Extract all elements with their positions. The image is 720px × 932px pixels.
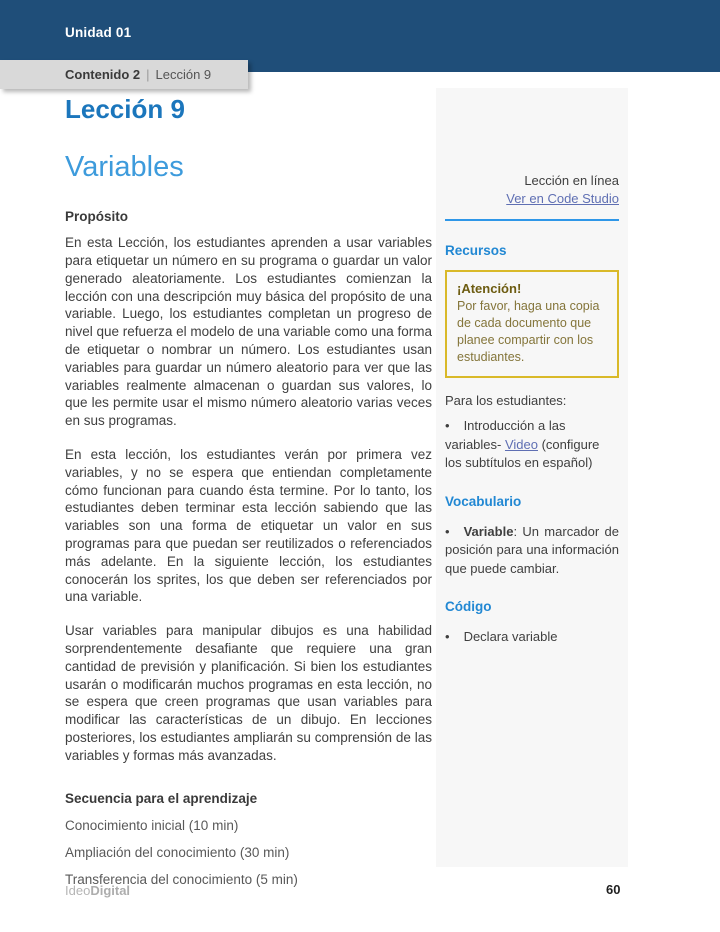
page-number: 60: [606, 882, 621, 897]
purpose-paragraph-2: En esta lección, los estudiantes verán por primera vez variables, y no se espera que entiendan completamente cómo funcionan para cuando ésta termine. Por lo tanto, los estudiantes deben terminar esta lección sabiendo que las variables son una forma de etiquetar un valor en sus programas para que puedan ser reutilizados o referenciados más adelante. En la siguiente lección, los estudiantes conocerán los sprites, los que deben ser referenciados por una variable.: [65, 447, 432, 605]
purpose-heading: Propósito: [65, 209, 128, 225]
breadcrumb-lesson: Lección 9: [155, 67, 212, 82]
main-content: [65, 95, 432, 887]
resources-heading: Recursos: [445, 243, 507, 258]
attention-title: ¡Atención!: [457, 281, 522, 296]
purpose-paragraph-1: En esta Lección, los estudiantes aprenden a usar variables para etiquetar un número en su programa o guardar un valor generado aleatoriamente. Los estudiantes comienzan la lección con una descripción muy básica del propósito de una variable. Luego, los estudiantes completan un progreso de nivel que refuerza el modelo de una variable como una forma de etiquetar o nombrar un número. Los estudiantes usan variables para guardar un número aleatorio para ver que las variables realmente almacenan o guardan sus valores, lo que les permite usar el mismo número aleatorio varias veces en sus programas.: [65, 235, 432, 429]
code-heading: Código: [445, 599, 492, 614]
attention-box: [445, 270, 619, 378]
vocabulary-heading: Vocabulario: [445, 493, 522, 509]
brand-light-part: Ideo: [65, 883, 91, 898]
unit-label: Unidad 01: [65, 25, 132, 40]
breadcrumb-separator: |: [146, 67, 150, 82]
vocab-definition: : Un marcador de posición para una información que puede cambiar.: [445, 523, 619, 576]
sequence-heading: Secuencia para el aprendizaje: [65, 790, 258, 806]
breadcrumb-content: Contenido 2: [65, 67, 141, 82]
students-label: Para los estudiantes:: [445, 393, 567, 408]
sidebar-divider: [445, 219, 619, 221]
sequence-item-initial: Conocimiento inicial (10 min): [65, 817, 239, 833]
bullet-icon: •: [445, 629, 450, 644]
code-studio-link[interactable]: Ver en Code Studio: [506, 191, 619, 206]
student-resource-text-after: (configure los subtítulos en español): [445, 436, 600, 470]
lesson-title: Lección 9: [65, 94, 185, 124]
bullet-icon: •: [445, 523, 450, 539]
student-resource-item: [445, 417, 619, 473]
vocab-term: Variable: [463, 523, 514, 539]
attention-body: Por favor, haga una copia de cada documento que planee compartir con los estudiantes.: [457, 299, 600, 364]
purpose-paragraph-3: Usar variables para manipular dibujos es una habilidad sorprendentemente desafiante que requiere una gran cantidad de previsión y planificación. Si bien los estudiantes usarán o modificarán muchos programas en esta lección, no se espera que creen programas que usan variables para modificar las características de un dibujo. En lecciones posteriores, los estudiantes ampliarán su comprensión de las variables y formas más avanzadas.: [65, 623, 432, 763]
bullet-icon: •: [445, 418, 450, 433]
online-lesson-block: [445, 172, 619, 208]
footer-brand-logo: [65, 883, 130, 898]
video-link[interactable]: Video: [504, 436, 538, 452]
code-block-label: Declara variable: [463, 629, 558, 644]
brand-bold-part: Digital: [90, 883, 131, 898]
sequence-item-transfer: Transferencia del conocimiento (5 min): [65, 871, 298, 887]
student-resource-text: Introducción a las variables-: [445, 418, 566, 452]
lesson-subtitle: Variables: [65, 150, 184, 183]
sidebar: [436, 88, 628, 867]
online-lesson-label: Lección en línea: [524, 173, 619, 188]
breadcrumb: [0, 60, 248, 89]
code-block-item: [445, 628, 619, 647]
sequence-item-expansion: Ampliación del conocimiento (30 min): [65, 844, 290, 860]
vocabulary-item: [445, 523, 619, 579]
